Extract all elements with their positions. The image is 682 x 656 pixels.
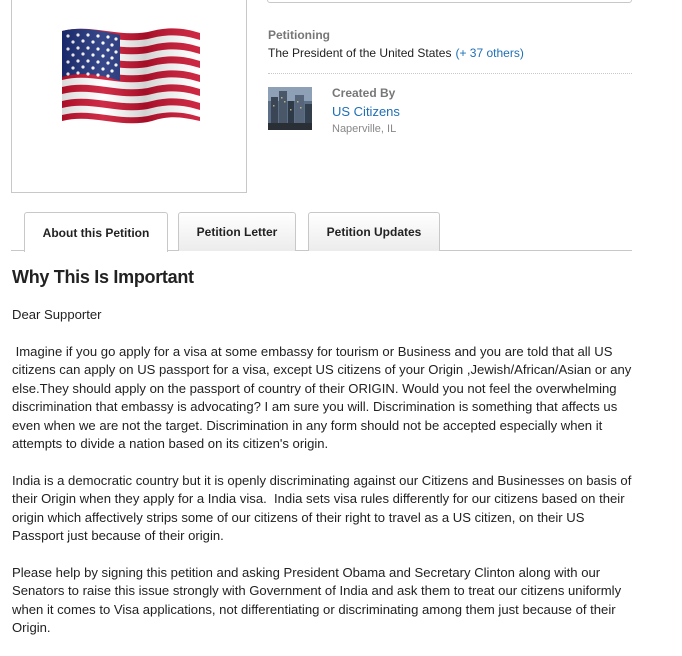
created-by-label: Created By — [332, 86, 396, 100]
salutation: Dear Supporter — [12, 307, 102, 322]
tab-about-this-petition[interactable]: About this Petition — [24, 212, 168, 252]
creator-location: Naperville, IL — [332, 123, 397, 135]
us-flag-image — [62, 25, 200, 127]
body-paragraph-2: India is a democratic country but it is openly discriminating against our Citizens and Businesses on basis of their Origin when they apply for a India visa. India sets visa rules differently for our citizens based on their origin which affectively strips some of our citizens of their right to travel as a US citizen, on their US Passport just because of their origin. — [12, 472, 635, 543]
petitioning-label: Petitioning — [268, 28, 330, 42]
petition-image-frame — [11, 0, 247, 193]
tab-petition-letter[interactable]: Petition Letter — [178, 212, 296, 251]
petition-target-name: The President of the United States — [268, 46, 452, 60]
body-paragraph-1: Imagine if you go apply for a visa at some embassy for tourism or Business and you are told that all US citizens can apply on US passport for a visa, except US citizens of your Origin ,Jewish/African/Asian or any else.They should apply on the passport of country of their ORIGIN. Would you not feel the overwhelming discrimination that embassy is advocating? I am sure you will. Discrimination is something that affects us even when we are not the target. Discrimination in any form should not be accepted especially when it attempts to divide a nation based on its citizen's origin. — [12, 343, 635, 451]
creator-name-link[interactable]: US Citizens — [332, 104, 400, 119]
tab-petition-updates[interactable]: Petition Updates — [308, 212, 440, 251]
body-paragraph-3: Please help by signing this petition and asking President Obama and Secretary Clinton along with our Senators to raise this issue strongly with Government of India and ask them to treat our citizens uniformly when it comes to Visa applications, not differentiating or discriminating among them just because of their Origin. — [12, 564, 625, 635]
section-heading: Why This Is Important — [12, 267, 194, 287]
petition-divider — [268, 73, 632, 74]
petition-target — [268, 46, 524, 60]
petition-body — [12, 306, 636, 656]
top-field-edge — [267, 0, 632, 3]
city-skyline-avatar[interactable] — [268, 87, 312, 130]
petition-target-others-link[interactable]: (+ 37 others) — [455, 46, 524, 60]
